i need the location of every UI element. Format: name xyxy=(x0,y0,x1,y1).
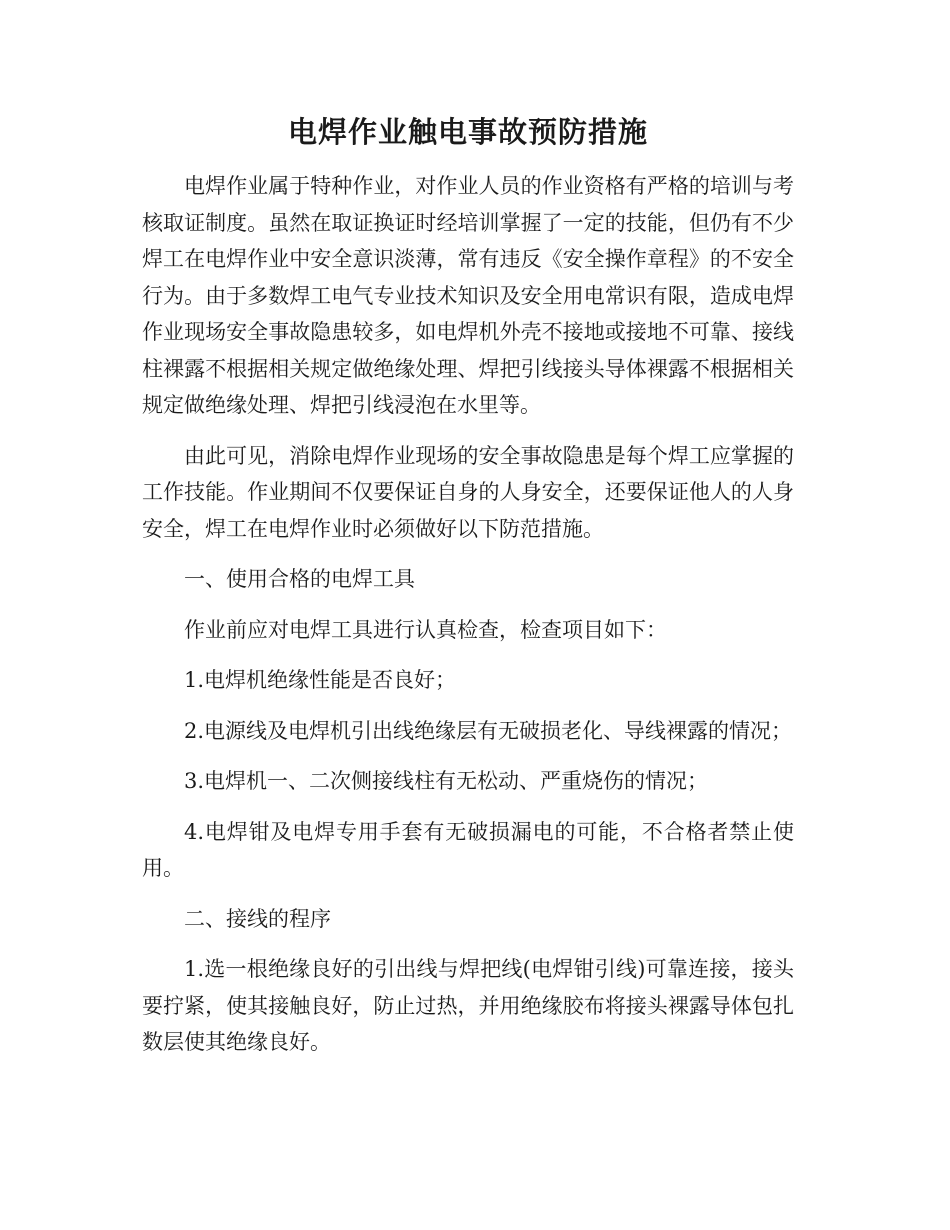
paragraph-check-intro: 作业前应对电焊工具进行认真检查，检查项目如下： xyxy=(184,617,667,642)
section-heading-wiring: 二、接线的程序 xyxy=(184,906,331,931)
list-item-check-1: 1.电焊机绝缘性能是否良好； xyxy=(184,668,457,692)
list-item-wiring-1: 1.选一根绝缘良好的引出线与焊把线(电焊钳引线)可靠连接，接头要拧紧，使其接触良好，防止过热，并用绝缘胶布将接头裸露导体包扎数层使其绝缘良好。 xyxy=(142,957,794,1054)
document-title: 电焊作业触电事故预防措施 xyxy=(287,115,648,149)
list-item-check-4: 4.电焊钳及电焊专用手套有无破损漏电的可能，不合格者禁止使用。 xyxy=(142,819,794,880)
paragraph-summary: 由此可见，消除电焊作业现场的安全事故隐患是每个焊工应掌握的工作技能。作业期间不仅要保证自身的人身安全，还要保证他人的人身安全，焊工在电焊作业时必须做好以下防范措施。 xyxy=(142,443,794,541)
section-heading-tools: 一、使用合格的电焊工具 xyxy=(184,567,415,591)
paragraph-intro: 电焊作业属于特种作业，对作业人员的作业资格有严格的培训与考核取证制度。虽然在取证换证时经培训掌握了一定的技能，但仍有不少焊工在电焊作业中安全意识淡薄，常有违反《安全操作章程》的不安全行为。由于多数焊工电气专业技术知识及安全用电常识有限，造成电焊作业现场安全事故隐患较多，如电焊机外壳不接地或接地不可靠、接线柱裸露不根据相关规定做绝缘处理、焊把引线接头导体裸露不根据相关规定做绝缘处理、焊把引线浸泡在水里等。 xyxy=(142,174,794,417)
list-item-check-2: 2.电源线及电焊机引出线绝缘层有无破损老化、导线裸露的情况； xyxy=(184,718,793,743)
list-item-check-3: 3.电焊机一、二次侧接线柱有无松动、严重烧伤的情况； xyxy=(184,769,709,793)
document-page xyxy=(142,112,794,1075)
